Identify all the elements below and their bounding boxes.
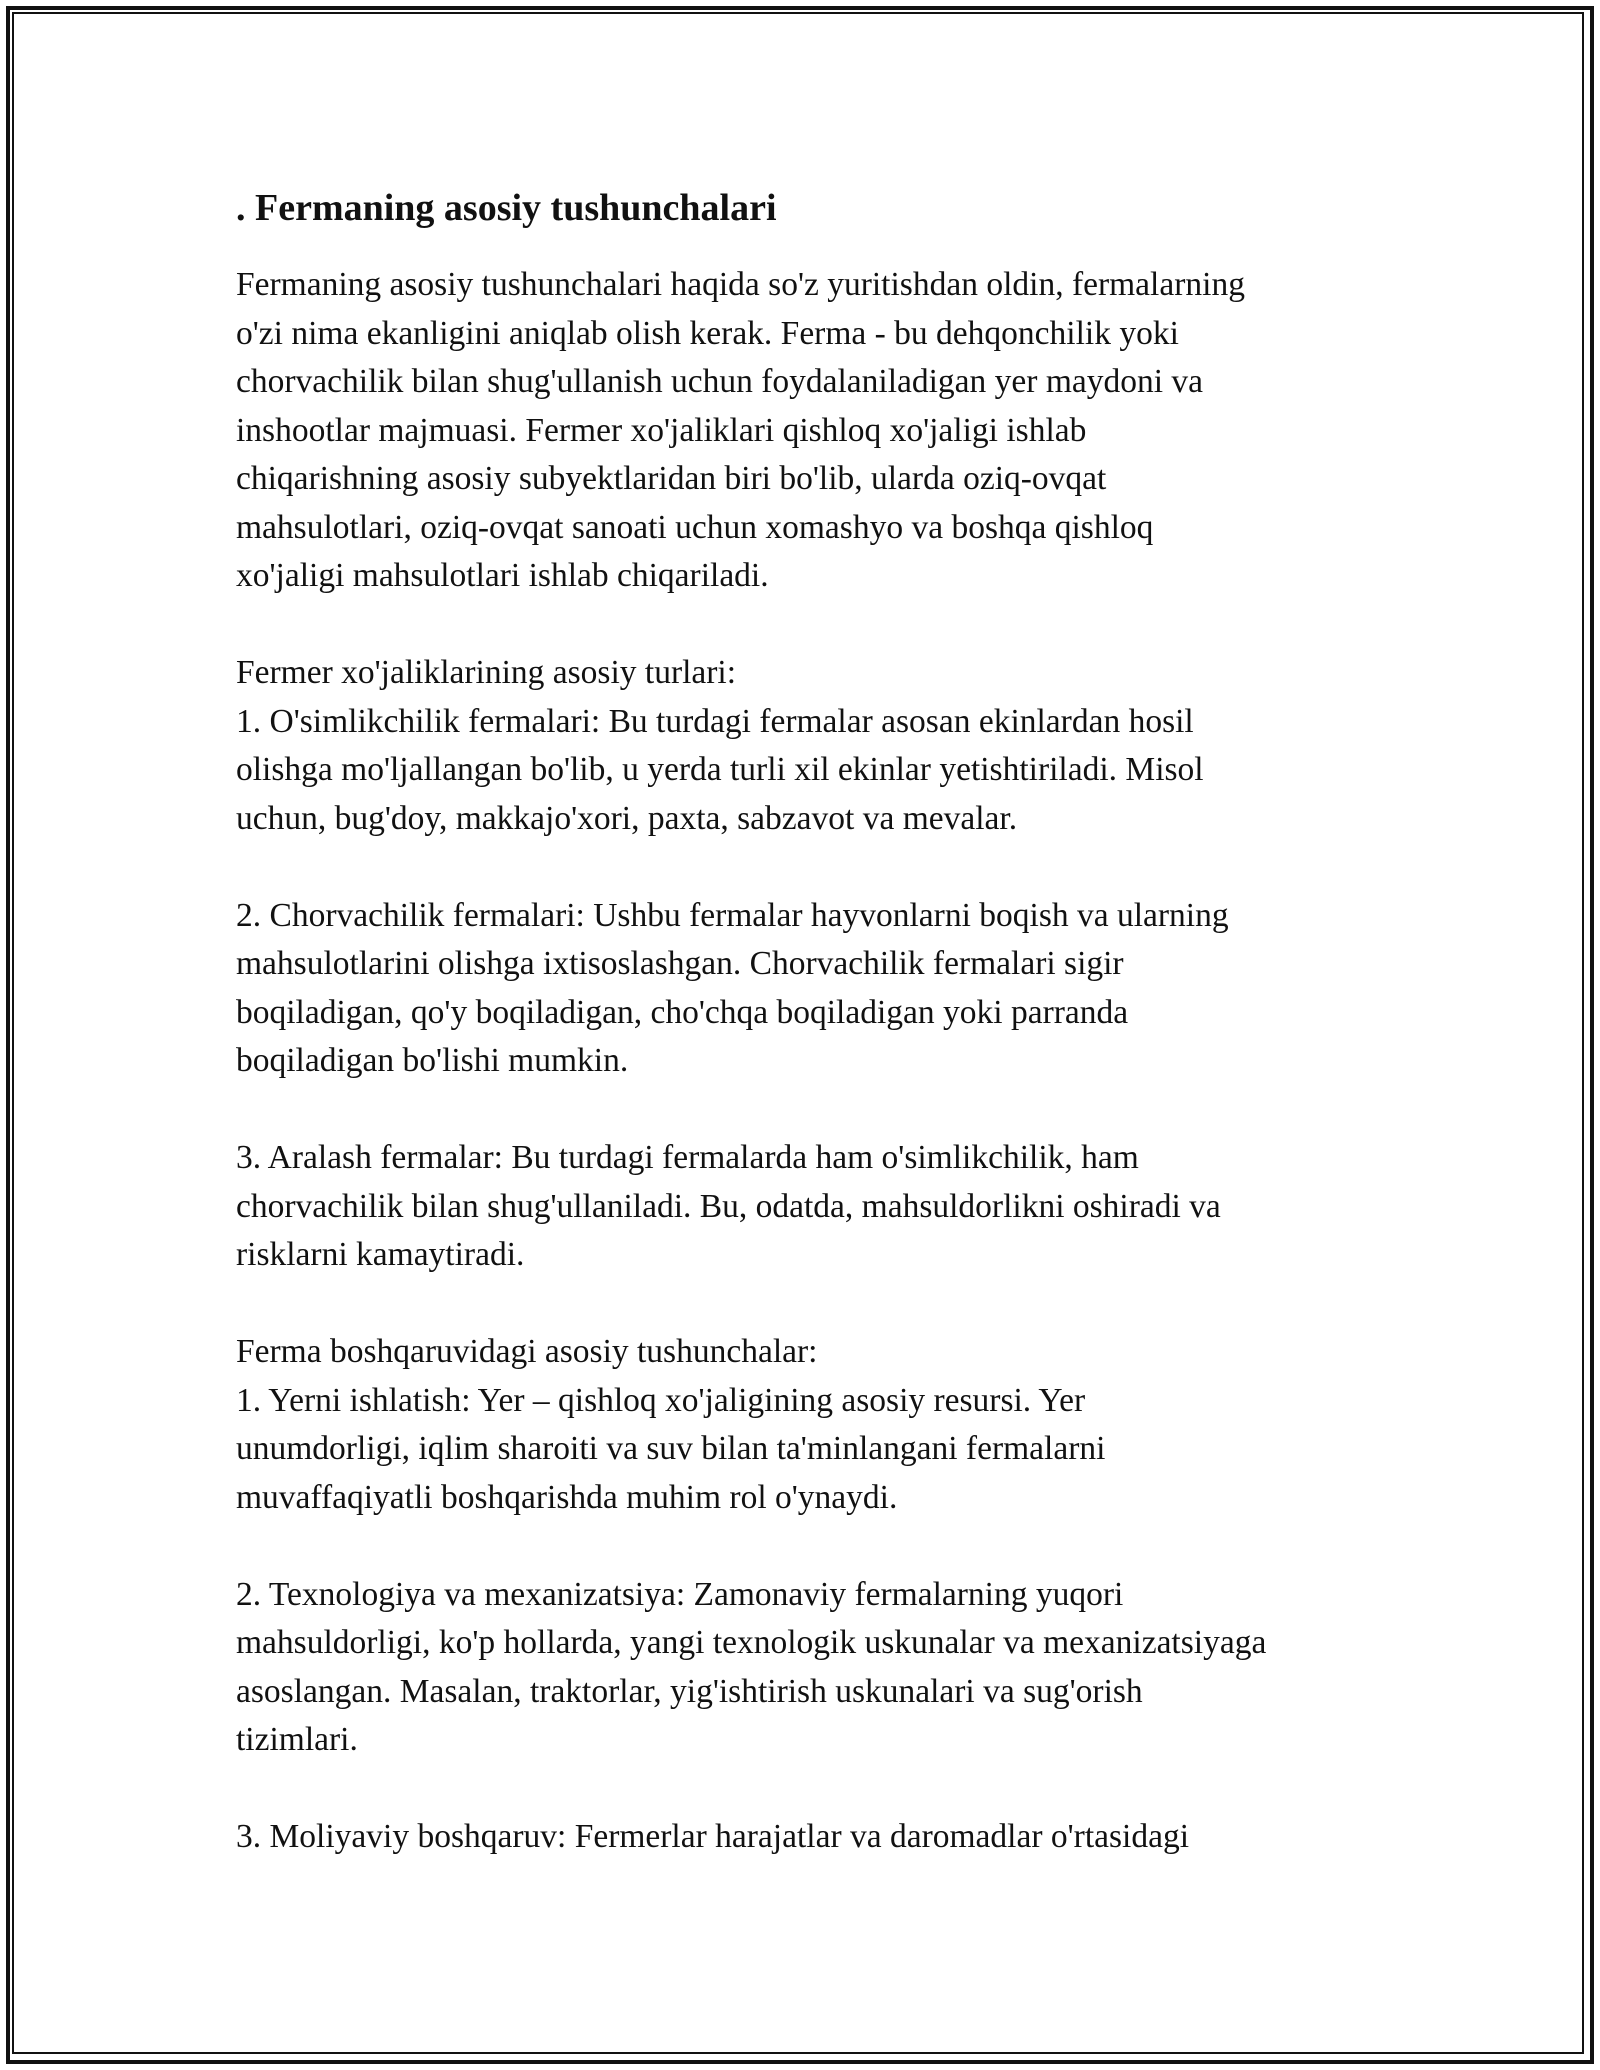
- paragraph-gap: [236, 601, 1376, 650]
- intro-line: chorvachilik bilan shug'ullanish uchun foydalaniladigan yer maydoni va: [236, 363, 1204, 400]
- farm-type-2-line: 2. Chorvachilik fermalari: Ushbu fermalar hayvonlarni boqish va ularning: [236, 896, 1229, 934]
- farm-type-2-line: boqiladigan, qo'y boqiladigan, cho'chqa boqiladigan yoki parranda: [236, 993, 1129, 1031]
- management-2-paragraph: [236, 1571, 1376, 1765]
- farm-type-1-line: 1. O'simlikchilik fermalari: Bu turdagi fermalar asosan ekinlardan hosil: [236, 702, 1194, 740]
- intro-line: xo'jaligi mahsulotlari ishlab chiqariladi.: [236, 557, 769, 594]
- farm-type-3-line: 3. Aralash fermalar: Bu turdagi fermalarda ham o'simlikchilik, ham: [236, 1139, 1139, 1176]
- farm-type-1-line: uchun, bug'doy, makkajo'xori, paxta, sabzavot va mevalar.: [236, 799, 1018, 837]
- farm-types-section: [236, 649, 1376, 843]
- management-1-line: 1. Yerni ishlatish: Yer – qishloq xo'jaligining asosiy resursi. Yer: [236, 1381, 1086, 1419]
- farm-type-2-line: boqiladigan bo'lishi mumkin.: [236, 1042, 629, 1079]
- management-1-line: muvaffaqiyatli boshqarishda muhim rol o'ynaydi.: [236, 1478, 898, 1516]
- management-section: [236, 1328, 1376, 1522]
- document-title: . Fermaning asosiy tushunchalari: [236, 187, 777, 229]
- farm-type-3-paragraph: [236, 1134, 1376, 1280]
- paragraph-gap: [236, 1765, 1376, 1814]
- document-body: [236, 185, 1376, 1862]
- intro-line: inshootlar majmuasi. Fermer xo'jaliklari qishloq xo'jaligi ishlab: [236, 411, 1087, 449]
- intro-line: o'zi nima ekanligini aniqlab olish kerak. Ferma - bu dehqonchilik yoki: [236, 314, 1179, 352]
- paragraph-gap: [236, 1280, 1376, 1329]
- farm-type-3-line: chorvachilik bilan shug'ullaniladi. Bu, odatda, mahsuldorlikni oshiradi va: [236, 1187, 1221, 1225]
- farm-type-3-line: risklarni kamaytiradi.: [236, 1236, 525, 1273]
- paragraph-gap: [236, 1522, 1376, 1571]
- management-2-line: 2. Texnologiya va mexanizatsiya: Zamonaviy fermalarning yuqori: [236, 1575, 1124, 1613]
- farm-types-heading: Fermer xo'jaliklarining asosiy turlari:: [236, 654, 737, 691]
- management-3-paragraph: [236, 1813, 1376, 1862]
- paragraph-gap: [236, 1086, 1376, 1135]
- intro-line: mahsulotlari, oziq-ovqat sanoati uchun xomashyo va boshqa qishloq: [236, 508, 1154, 546]
- management-1-line: unumdorligi, iqlim sharoiti va suv bilan ta'minlangani fermalarni: [236, 1430, 1106, 1467]
- intro-line: chiqarishning asosiy subyektlaridan biri bo'lib, ularda oziq-ovqat: [236, 460, 1107, 497]
- management-3-line: 3. Moliyaviy boshqaruv: Fermerlar harajatlar va daromadlar o'rtasidagi: [236, 1818, 1190, 1855]
- farm-type-2-paragraph: [236, 892, 1376, 1086]
- management-2-line: mahsuldorligi, ko'p hollarda, yangi texnologik uskunalar va mexanizatsiyaga: [236, 1624, 1267, 1661]
- management-heading: Ferma boshqaruvidagi asosiy tushunchalar:: [236, 1333, 818, 1370]
- intro-paragraph: [236, 261, 1376, 601]
- management-2-line: tizimlari.: [236, 1721, 358, 1758]
- paragraph-gap: [236, 843, 1376, 892]
- farm-type-1-line: olishga mo'ljallangan bo'lib, u yerda turli xil ekinlar yetishtiriladi. Misol: [236, 751, 1204, 788]
- intro-line: Fermaning asosiy tushunchalari haqida so'z yuritishdan oldin, fermalarning: [236, 266, 1245, 303]
- farm-type-2-line: mahsulotlarini olishga ixtisoslashgan. Chorvachilik fermalari sigir: [236, 945, 1124, 982]
- management-2-line: asoslangan. Masalan, traktorlar, yig'ishtirish uskunalari va sug'orish: [236, 1672, 1143, 1710]
